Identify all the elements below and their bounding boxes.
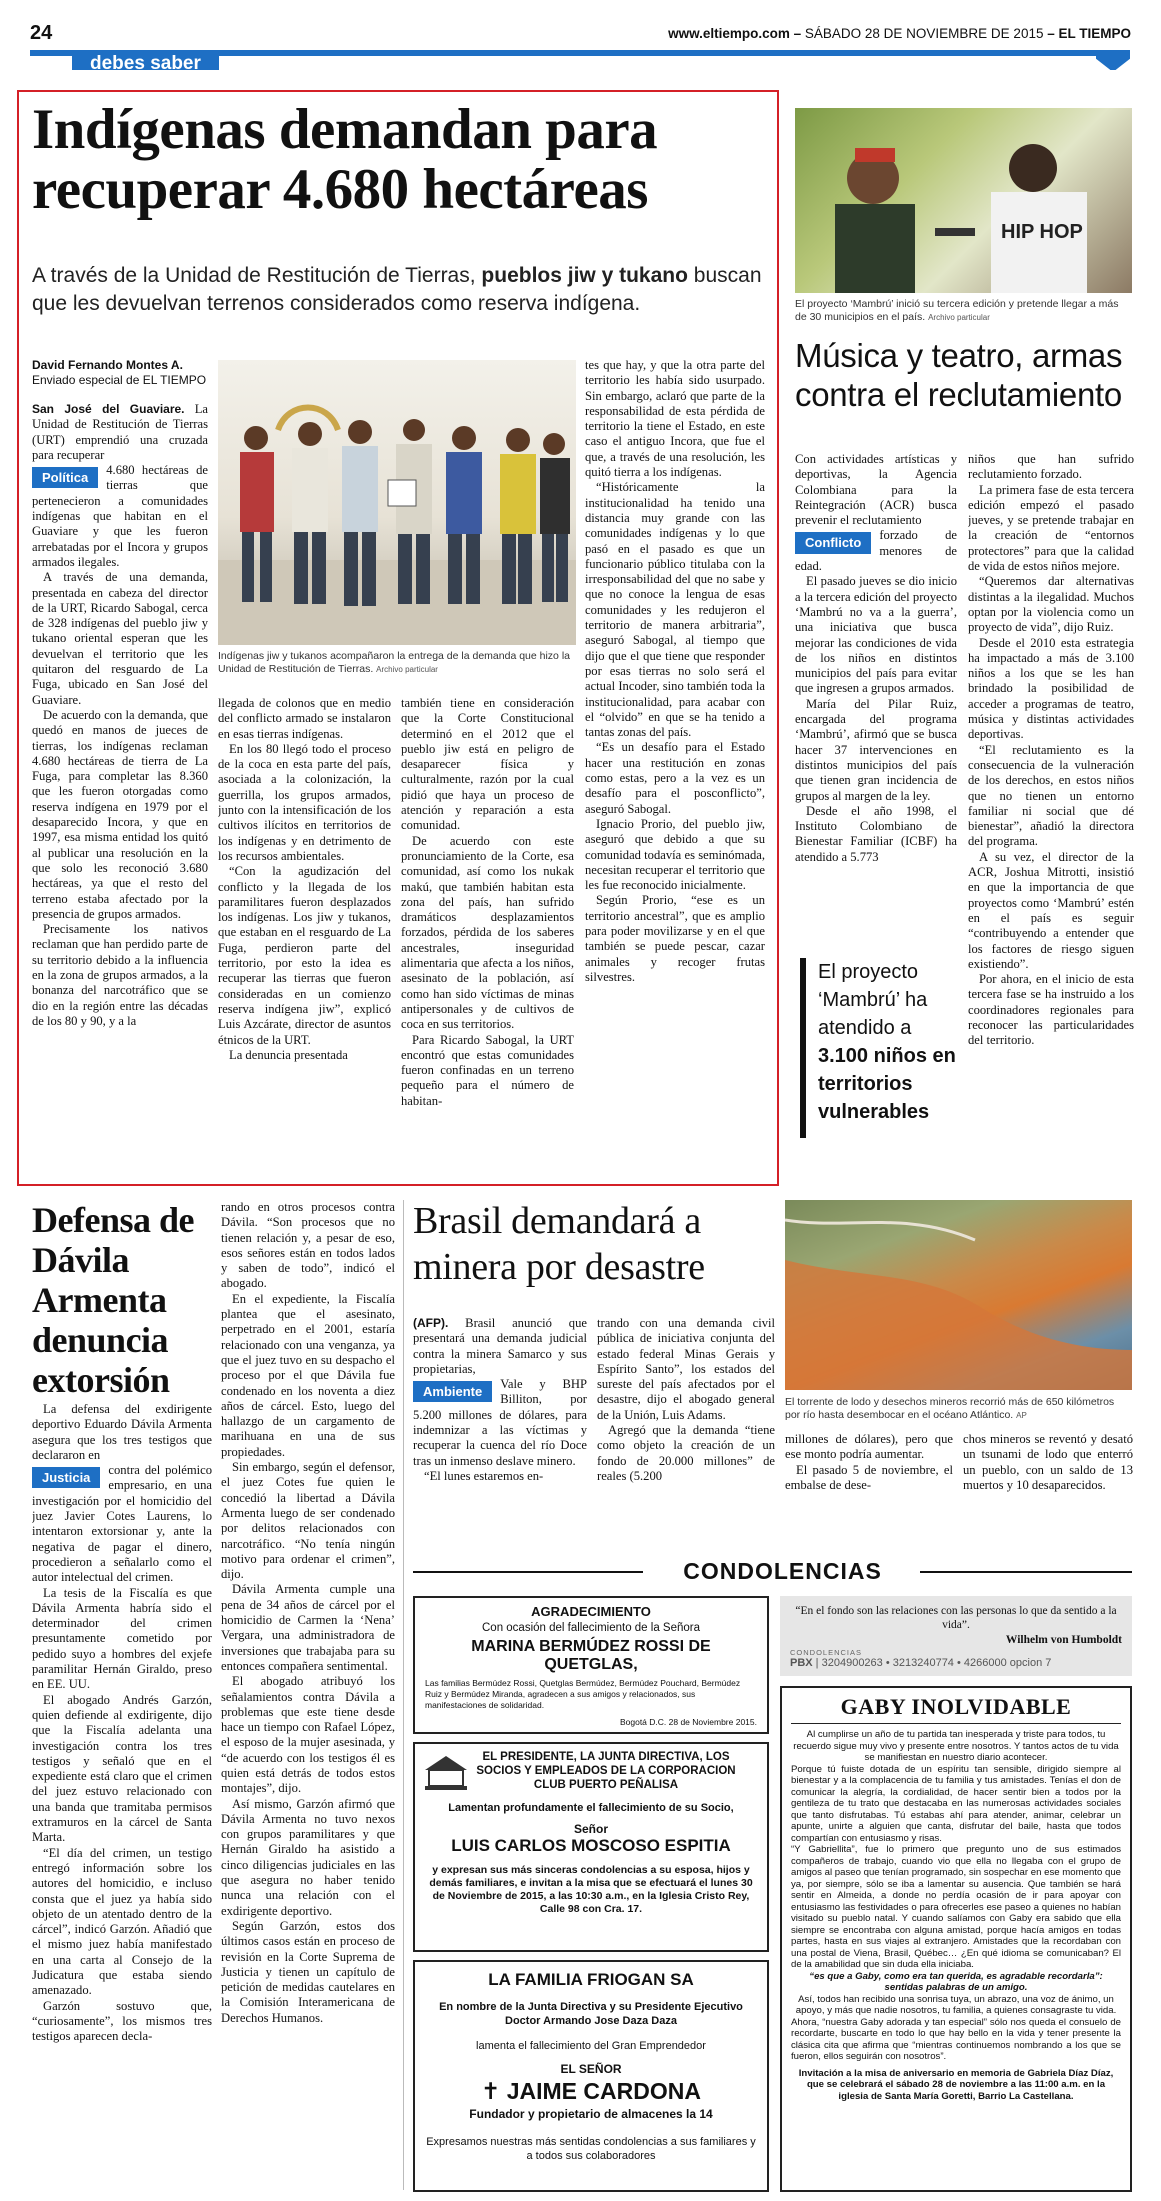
ad-gaby-inolvidable: GABY INOLVIDABLE Al cumplirse un año de tu partida tan inesperada y triste para todos, tu recuerdo sigue muy vivo y presente entre nosotros. Y tantos actos de tu vida se manifiestan en nuestro diario acontecer. Porque tú fuiste dotada de un espíritu tan sensible, dirigido siempre al bienestar y a la complacencia de tu familia y tus amistades. Tenías el don de comunicar la alegría, la cordialidad, de hacer sentir bien a todos por la gentileza de tu trato que destacaba en las numerosas actividades sociales que tanto disfrutabas. Tú estabas ahí para atender, animar, celebrar un apunte, unirte a alguien que canta, disfrutar del baile, hasta que todos compartían con entusiasmo y risas. “Y Gabriellita”, fue lo primero que pregunto uno de sus estimados compañeros de trabajo, cuando vio que ella no llegaba con el grupo de amigos al paseo que tenían programado, sin sospechar en ese momento que ya, por siempre, sólo se iba a lamentar su ausencia. Que también se hará sentir en Almeida, a donde no perdía ocasión de ir para apoyar con entusiasmo las festividades o para ofrecerles ese paseo a quienes no habían visitado su pueblo natal. Y cuando salíamos con Gaby era sabido que ella siempre se encontraba con alguna amistad, porque hacía amigos en todas partes, hasta en sus viajes al extranjero. Amistades que la recordaban con una postal de Viena, Brasil, Québec… ¿En qué idioma se comunicaban? El de la amabilidad que sin duda ella iniciaba. “es que a Gaby, como era tan querida, es agradable recordarla”: sentidas palabras de un amigo. Así, todos han recibido una sonrisa tuya, un abrazo, una voz de ánimo, un apoyo, y más que nadie nosotros, tu familia, a quienes consagraste tu vida. Ahora, “nuestra Gaby adorada y tan especial” sólo nos queda el consuelo de recordarte, buscarte en todo lo que hay bello en la vida y tener presente la clásica cita que afirma que “mientras continuemos nombrando a los que se fueron, ellos seguirán con nosotros”. Invitación a la misa de aniversario en memoria de Gabriela Díaz Díaz, que se celebrará el sábado 28 de noviembre a las 11:00 a.m. en la iglesia de Santa María Goretti, Barrio La Castellana.: [780, 1686, 1132, 2192]
side-headline: Música y teatro, armas contra el reclutamiento: [795, 337, 1123, 413]
condolencias-banner: CONDOLENCIAS: [683, 1558, 882, 1584]
side-col-2: niños que han sufrido reclutamiento forzado. La primera fase de esta tercera edición empezó el pasado jueves, y se pretende trabajar en la creación de “entornos protectores” para que la calidad de vida de estos niños mejore. “Queremos dar alternativas distintas a la ilegalidad. Muchos optan por la violencia como un proyecto de vida”, dijo Ruiz. Desde el 2010 esta estrategia ha impactado a más de 3.100 niños a los que se les han brindado la posibilidad de acceder a programas de teatro, música y distintas actividades deportivas. “El reclutamiento es la consecuencia de la vulneración de los derechos, en estos niños que no tienen un entorno familiar ni social que dé bienestar”, añadió la directora del programa. A su vez, el director de la ACR, Joshua Mitrotti, insistió en que la importancia de que proyectos como ‘Mambrú’ estén en el país es seguir “contribuyendo a entender que los factores de riesgo siguen existiendo”. Por ahora, en el inicio de esta tercera fase se ha instruido a los coordinadores regionales para reconocer las particularidades del territorio.: [968, 452, 1134, 1048]
brasil-col-2: trando con una demanda civil pública de iniciativa conjunta del estado federal Minas Gerais y Espírito Santo”, los estados del sureste del país afectados por el desastre, dijo el abogado general de la Unión, Luis Adams. Agregó que la demanda “tiene como objeto la creación de un fondo de 20.000 millones” de reales (5.200: [597, 1316, 775, 1483]
issue-date: SÁBADO 28 DE NOVIEMBRE DE 2015: [804, 26, 1044, 41]
brasil-col-3: millones de dólares), pero que ese monto podría aumentar. El pasado 5 de noviembre, el embalse de dese-: [785, 1432, 953, 1492]
side-col-1: Con actividades artísticas y deportivas, la Agencia Colombiana para la Reintegración (ACR) busca prevenir el reclutamiento Conflicto forzado de menores de edad. El pasado jueves se dio inicio a la tercera edición del proyecto ‘Mambrú no va a la guerra’, una iniciativa que busca mejorar las condiciones de vida de los niños en distintos municipios del país para evitar que ingresen a grupos armados. María del Pilar Ruiz, encargada del programa ‘Mambrú’, afirmó que se busca hacer 37 intervenciones en distintos municipios del país que tienen gran incidencia de grupos al margen de la ley. Desde el año 1998, el Instituto Colombiano de Bienestar Familiar (ICBF) ha atendido a 5.773: [795, 452, 957, 864]
lead-photo: [218, 360, 576, 645]
section-tag-conflicto[interactable]: Conflicto: [795, 532, 871, 553]
side-photo-caption: El proyecto ‘Mambrú’ inició su tercera edición y pretende llegar a más de 30 municipios en el país. Archivo particular: [795, 298, 1119, 323]
davila-headline: Defensa de Dávila Armenta denuncia extorsión: [32, 1200, 194, 1400]
pull-quote: El proyecto ‘Mambrú’ ha atendido a 3.100 niños en territorios vulnerables: [800, 958, 960, 1138]
section-label: debes saber: [72, 50, 219, 70]
side-photo: [795, 108, 1132, 293]
hiphop-illustration: [795, 108, 1132, 293]
davila-col-2: rando en otros procesos contra Dávila. “Son procesos que no tienen relación y, a pesar de eso, esos señores están en todos lados y saben de todo”, indicó el abogado. En el expediente, la Fiscalía plantea que el asesinato, perpetrado en el 2001, estaría relacionado con una venganza, ya que el juez tuvo en su despacho el proceso por el que Dávila fue condenado en los noventa a diez años de cárcel. Esto, luego del hallazgo de un cargamento de marihuana en una de sus propiedades. Sin embargo, según el defensor, el juez Cotes fue quien le concedió la libertad a Dávila Armenta luego de ser condenado por delitos relacionados con narcotráfico. “No tenía ningún motivo para ordenar el crimen”, dijo. Dávila Armenta cumple una pena de 34 años de cárcel por el homicidio de Carmen la ‘Nena’ Vergara, una administradora de inversiones que trabajaba para su entonces compañera sentimental. El abogado atribuyó los señalamientos contra Dávila a problemas que este tiene desde hace un tiempo con Rafael López, el esposo de la mujer asesinada, y “de acuerdo con los testigos él es quien está detrás de todos estos montajes”, dijo. Así mismo, Garzón afirmó que Dávila Armenta no tuvo nexos con grupos paramilitares y que Hernán Giraldo ha asistido a cinco diligencias judiciales en las que asegura no haber tenido nunca una relación con el exdirigente deportivo. Según Garzón, estos dos últimos casos están en proceso de revisión en la Corte Suprema de Justicia y tienen un capítulo de petición de medidas cautelares en la Comisión Interamericana de Derechos Humanos.: [221, 1200, 395, 2025]
masthead: [0, 0, 1161, 70]
lead-subheadline: A través de la Unidad de Restitución de Tierras, pueblos jiw y tukano buscan que les devuelvan terrenos considerados como reserva indígena.: [32, 264, 762, 315]
brasil-headline: Brasil demandará a minera por desastre: [413, 1200, 705, 1288]
page-number: 24: [30, 22, 53, 44]
building-emblem-icon: [423, 1752, 469, 1792]
condolencias-rule-right: [920, 1571, 1132, 1573]
lead-col-3: también tiene en consideración que la Corte Constitucional determinó en el 2012 que el pueblo jiw está en peligro de desaparecer física y culturalmente, razón por la cual pidió que haya un proceso de atención y reparación a esta comunidad. De acuerdo con este pronunciamiento de la Corte, esa comunidad, así como los nukak makú, que también habitan esta zona del país, han sufrido dramáticos desplazamientos forzados, pérdida de los saberes ancestrales, inseguridad alimentaria que afecta a los niños, asesinato de la población, así como han sido víctimas de minas antipersonales y de cultivos de coca en sus territorios. Para Ricardo Sabogal, la URT encontró que estas comunidades fueron confinadas en un terreno pequeño para el número de habitan-: [401, 696, 574, 1108]
lead-col-1: David Fernando Montes A. Enviado especial de EL TIEMPO San José del Guaviare. La Unidad de Restitución de Tierras (URT) emprendió una cruzada para recuperar Política 4.680 hectáreas de tierras que pertenecieron a comunidades indígenas que habitan en el Guaviare y que les fueron arrebatadas por el Incora y grupos armados ilegales. A través de una demanda, presentada en cabeza del director de la URT, Ricardo Sabogal, cerca de 328 indígenas del pueblo jiw y tukano oriental esperan que les devuelvan el territorio que les quitaron del resguardo de La Fuga, ubicado en San José del Guaviare. De acuerdo con la demanda, que quedó en manos de jueces de tierras, los indígenas reclaman 4.680 hectáreas de tierra de La Fuga, para completar las 8.360 que les fueron otorgadas como reserva indígena en 1979 por el desaparecido Incora, y que en 1997, esa misma entidad los quitó al publicar una resolución en la que solo les reconoció 3.680 hectáreas, ya que el resto del terreno estaba afectado por la presencia de grupos armados. Precisamente los nativos reclaman que han perdido parte de su territorio debido a la influencia en la zona de grupos armados, a la bonanza del narcotráfico que se dio en la región entre las décadas de los 80 y 90, y a la: [32, 358, 208, 1028]
lead-col-4: tes que hay, y que la otra parte del territorio les había sido usurpado. Sin embargo, aclaró que parte de la responsabilidad de esta pérdida de territorio la tiene el Estado, en este caso el antiguo Incora, que fue el que, a través de una resolución, les quitó tierra a los indígenas. “Históricamente la institucionalidad ha tenido una distancia muy grande con las comunidades indígenas y lo que pasó en el pasado es que un funcionario público titulaba con la irresponsabilidad del que no sabe y que no conoce la lengua de esas comunidades y les redujeron el territorio de manera arbitraria”, aseguró Sabogal, al tiempo que dijo que el que tiene que responder por esas tierras no solo será el actual Incoder, sino también toda la institucionalidad, para acabar con el “olvido” en que se ha tenido a tantas zonas del país. “Es un desafío para el Estado hacer una restitución en zonas como estas, pero a la vez es un desafío para el posconflicto”, aseguró Sabogal. Ignacio Prorio, del pueblo jiw, aseguró que debido a que su comunidad todavía es seminómada, necesitan recuperar el territorio que les fue reconocido inicialmente. Según Prorio, “ese es un territorio ancestral”, que es amplio para poder movilizarse y en el que también se puede pescar, cazar animales y recoger frutas silvestres.: [585, 358, 765, 984]
lead-headline: Indígenas demandan para recuperar 4.680 hectáreas: [32, 100, 658, 221]
davila-col-1: La defensa del exdirigente deportivo Eduardo Dávila Armenta asegura que los tres testigos que declararon en Justicia contra del polémico empresario, en una investigación por el homicidio del juez Javier Cotes Laurens, lo intentaron extorsionar y, ante la negativa de pagar el dinero, procedieron a señalarlo como el autor intelectual del crimen. La tesis de la Fiscalía es que Dávila Armenta habría sido el determinador del crimen presuntamente cometido por pedido suyo a hombres del exjefe paramilitar Hernán Giraldo, preso en EE. UU. El abogado Andrés Garzón, quien defiende al exdirigente, dijo que la Fiscalía adelanta una investigación contra los tres testigos y señaló que en el expediente está claro que el crimen del juez estuvo relacionado con una banda que tramitaba permisos extramuros en la cárcel de Santa Marta. “El día del crimen, un testigo entregó información sobre los autores del homicidio, e incluso consta que el juez ya había sido objeto de un atentado dentro de la cárcel”, indicó Garzón. Añadió que el mismo juez había manifestado en una carta al Consejo de la Judicatura que estaba siendo amenazado. Garzón sostuvo que, “curiosamente”, los mismos tres testigos aparecen decla-: [32, 1402, 212, 2044]
pbx-phone-numbers[interactable]: 3204900263 • 3213240774 • 4266000 opcion 7: [821, 1657, 1052, 1669]
section-tab-right: [1096, 50, 1130, 70]
river-illustration: [785, 1200, 1132, 1390]
shirt-text: HIP HOP: [1001, 221, 1083, 243]
people-illustration: [218, 360, 576, 645]
byline: David Fernando Montes A. Enviado especial de EL TIEMPO: [32, 358, 207, 387]
lead-col-2: llegada de colonos que en medio del conflicto armado se instalaron en esas tierras indígenas. En los 80 llegó todo el proceso de la coca en esta parte del país, asociada a la colonización, la guerrilla, los grupos armados, junto con la intensificación de los cultivos ilícitos en territorios de los indígenas y en detrimento de los recursos ambientales. “Con la agudización del conflicto y la llegada de los paramilitares fueron desplazados los indígenas. Los jiw y tukanos, que estaban en el resguardo de La Fuga, perdieron parte del territorio, por esto la idea es recuperar las tierras que fueron consideradas en un comienzo reserva indígena jiw”, explicó Luis Azcárate, director de asuntos étnicos de la URT. La denuncia presentada: [218, 696, 391, 1062]
ad-friogan: LA FAMILIA FRIOGAN SA En nombre de la Junta Directiva y su Presidente Ejecutivo Doctor Armando Jose Daza Daza lamenta el fallecimiento del Gran Emprendedor EL SEÑOR ✝ JAIME CARDONA Fundador y propietario de almacenes la 14 Expresamos nuestras más sentidas condolencias a sus familiares y a todos sus colaboradores: [413, 1960, 769, 2192]
brasil-photo: [785, 1200, 1132, 1390]
dateline: San José del Guaviare.: [32, 402, 185, 416]
brasil-col-4: chos mineros se reventó y desató un tsunami de lodo que enterró un pueblo, con un saldo de 13 muertos y 10 desaparecidos.: [963, 1432, 1133, 1492]
section-tag-justicia[interactable]: Justicia: [32, 1467, 100, 1488]
humboldt-quote: “En el fondo son las relaciones con las personas lo que da sentido a la vida”. Wilhelm von Humboldt CONDOLENCIAS PBX | 3204900263 • 3213240774 • 4266000 opcion 7: [780, 1596, 1132, 1676]
ad-club-puerto-penalisa: EL PRESIDENTE, LA JUNTA DIRECTIVA, LOS SOCIOS Y EMPLEADOS DE LA CORPORACION CLUB PUERTO PEÑALISA Lamentan profundamente el fallecimiento de su Socio, Señor LUIS CARLOS MOSCOSO ESPITIA y expresan sus más sinceras condolencias a su esposa, hijos y demás familiares, e invitan a la misa que se efectuará el lunes 30 de Noviembre de 2015, a las 10:30 a.m., en la Iglesia Cristo Rey, Calle 98 con Cra. 17.: [413, 1742, 769, 1952]
site-url[interactable]: www.eltiempo.com: [668, 26, 790, 41]
paper-name: EL TIEMPO: [1058, 26, 1131, 41]
masthead-line: www.eltiempo.com – SÁBADO 28 DE NOVIEMBRE DE 2015 – EL TIEMPO: [668, 26, 1131, 41]
cross-icon: ✝: [481, 2078, 501, 2104]
condolencias-rule-left: [413, 1571, 643, 1573]
brasil-col-1: (AFP). Brasil anunció que presentará una demanda judicial contra la minera Samarco y sus propietarias, Ambiente Vale y BHP Billiton, por 5.200 millones de dólares, para indemnizar a las víctimas y recuperar la cuenca del río Doce tras un inmenso deslave minero. “El lunes estaremos en-: [413, 1316, 587, 1483]
ad-agradecimiento: AGRADECIMIENTO Con ocasión del fallecimiento de la Señora MARINA BERMÚDEZ ROSSI DE QUETGLAS, Las familias Bermúdez Rossi, Quetglas Bermúdez, Bermúdez Pouchard, Bermúdez Ruiz y Bermúdez Miranda, agradecen a sus amigos y relacionados, sus manifestaciones de solidaridad. Bogotá D.C. 28 de Noviembre 2015.: [413, 1596, 769, 1734]
brasil-photo-caption: El torrente de lodo y desechos mineros recorrió más de 650 kilómetros por río hasta desembocar en el océano Atlántico. AP: [785, 1396, 1115, 1421]
lead-photo-caption: Indígenas jiw y tukanos acompañaron la entrega de la demanda que hizo la Unidad de Restitución de Tierras. Archivo particular: [218, 650, 570, 675]
section-tag-ambiente[interactable]: Ambiente: [413, 1381, 492, 1402]
column-rule: [403, 1200, 404, 2190]
section-tag-politica[interactable]: Política: [32, 467, 98, 488]
